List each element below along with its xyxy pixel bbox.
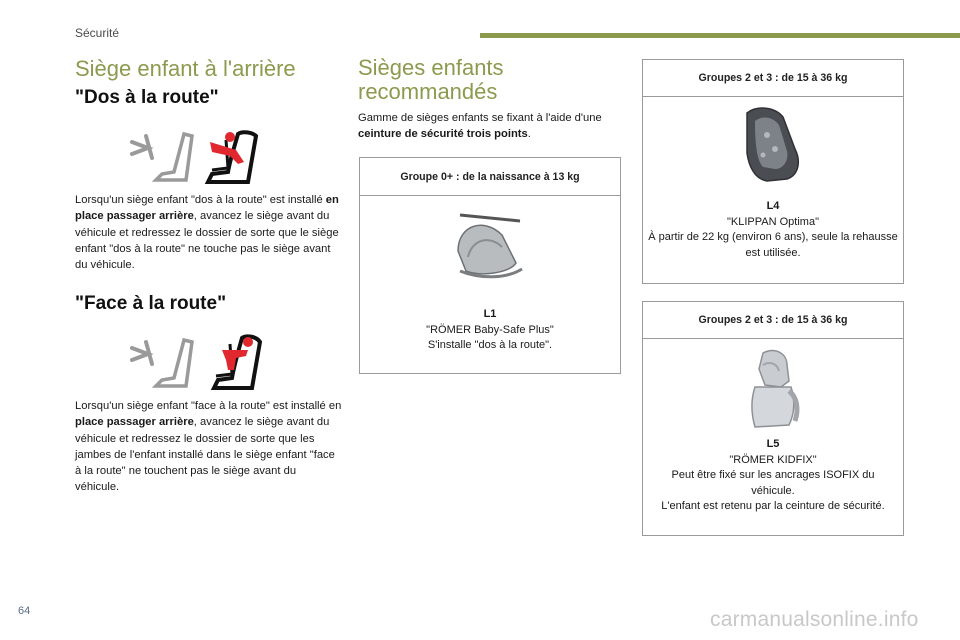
card-code: L5 [766, 438, 780, 450]
card-group: Groupes 2 et 3 : de 15 à 36 kg [643, 60, 903, 97]
page-number: 64 [18, 605, 31, 617]
card-group: Groupes 2 et 3 : de 15 à 36 kg [643, 302, 903, 339]
card-product-name: "RÖMER Baby-Safe Plus" [426, 323, 554, 336]
seat-card-l5 [642, 301, 904, 536]
recommended-seats-title: Sièges enfants recommandés [358, 55, 504, 104]
header-bar [480, 33, 960, 38]
booster-seat-photo [733, 347, 813, 431]
card-product-name: "KLIPPAN Optima" [727, 215, 819, 228]
card-group: Groupe 0+ : de la naissance à 13 kg [360, 158, 620, 196]
card-note: À partir de 22 kg (environ 6 ans), seule la rehausse est utilisée. [648, 231, 898, 259]
recommended-intro: Gamme de sièges enfants se fixant à l'aide d'une ceinture de sécurité trois points. [358, 112, 602, 140]
card-code: L4 [766, 200, 780, 212]
booster-seat-photo [733, 105, 813, 185]
rear-facing-text: Lorsqu'un siège enfant "dos à la route" est installé en place passager arrière, avancez le siège avant du véhicule et redressez le dossier de sorte que le siège enfant "dos à la route" ne touche pas le siège avant du véhicule. [75, 194, 339, 272]
seat-card-l1 [359, 157, 621, 374]
seat-card-l4 [642, 59, 904, 284]
chevron-icon [132, 142, 148, 154]
card-code: L1 [483, 308, 497, 320]
card-product-name: "RÖMER KIDFIX" [729, 453, 817, 466]
card-note-2: L'enfant est retenu par la ceinture de sécurité. [661, 500, 885, 513]
forward-facing-title: "Face à la route" [75, 293, 227, 314]
chevron-icon [132, 348, 148, 360]
section-label: Sécurité [75, 26, 120, 40]
page-title: Siège enfant à l'arrière [75, 56, 296, 81]
card-note: Peut être fixé sur les ancrages ISOFIX du véhicule. [671, 469, 875, 497]
rear-facing-seat-illustration [126, 128, 274, 188]
baby-carrier-photo [450, 205, 530, 285]
rear-facing-title: "Dos à la route" [75, 87, 219, 108]
card-note: S'installe "dos à la route". [427, 339, 553, 352]
forward-facing-text: Lorsqu'un siège enfant "face à la route" est installé en place passager arrière, avancez le siège avant du véhicule et redressez le dossier de sorte que les jambes de l'enfant installé dans le siège enfant "face à la route" ne touchent pas le siège avant du véhicule. [75, 400, 342, 494]
child-seat-icon [222, 337, 253, 370]
watermark: carmanualsonline.info [710, 608, 919, 631]
forward-facing-seat-illustration [126, 334, 274, 394]
